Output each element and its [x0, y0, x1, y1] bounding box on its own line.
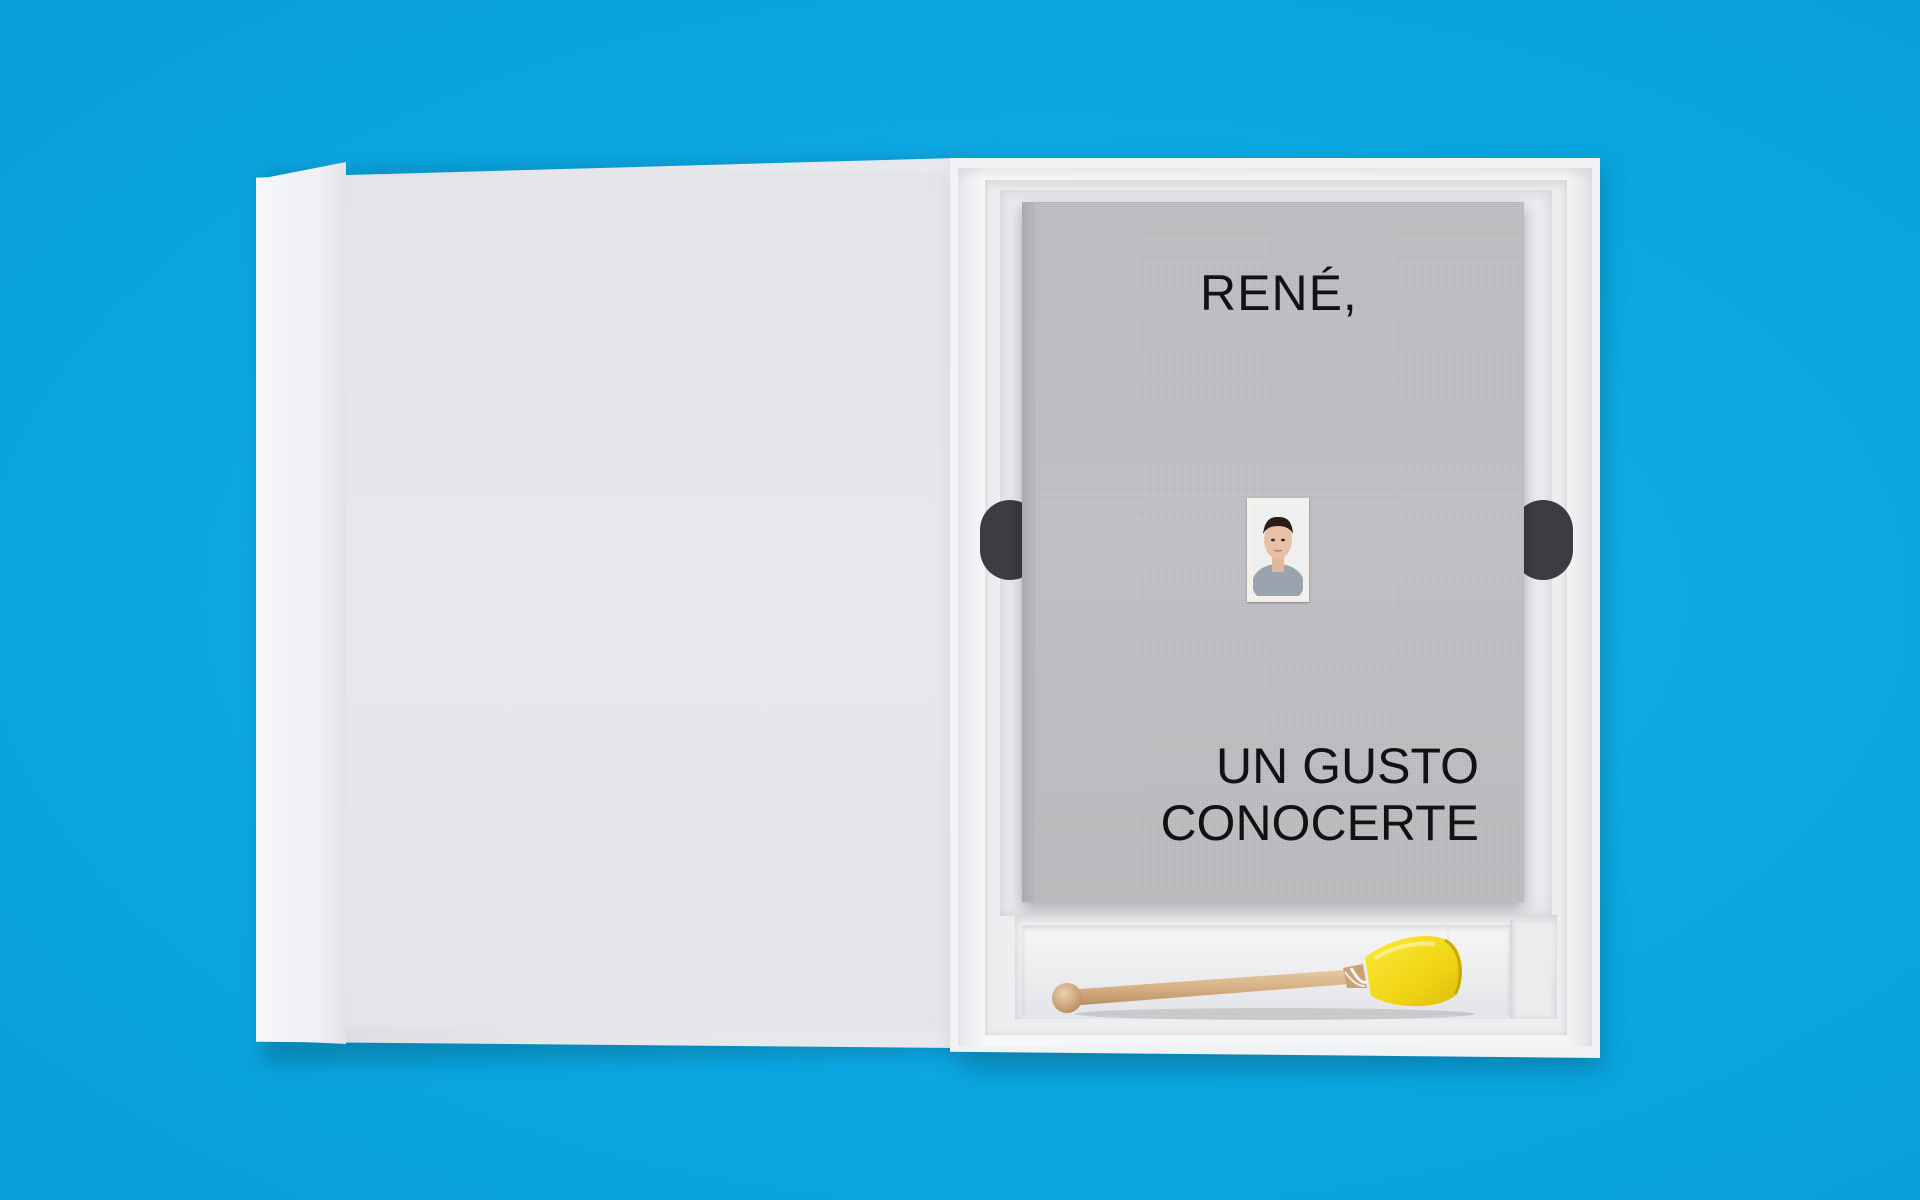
portrait-photo-frame	[1247, 498, 1309, 602]
portrait-photo	[1253, 504, 1303, 596]
book[interactable]	[1022, 202, 1524, 902]
book-title-top	[1022, 264, 1524, 322]
box-lid-inner-panel	[346, 172, 946, 1032]
book-title-bottom	[1022, 738, 1524, 852]
book-title-line-3: CONOCERTE	[1160, 795, 1479, 851]
wooden-mallet-icon[interactable]	[1045, 918, 1525, 1028]
box-lid-spine	[256, 162, 346, 1044]
book-title-line-2: UN GUSTO	[1216, 738, 1479, 794]
book-title-line-1: RENÉ,	[1200, 265, 1358, 321]
portrait-photo-illustration	[1253, 504, 1303, 596]
